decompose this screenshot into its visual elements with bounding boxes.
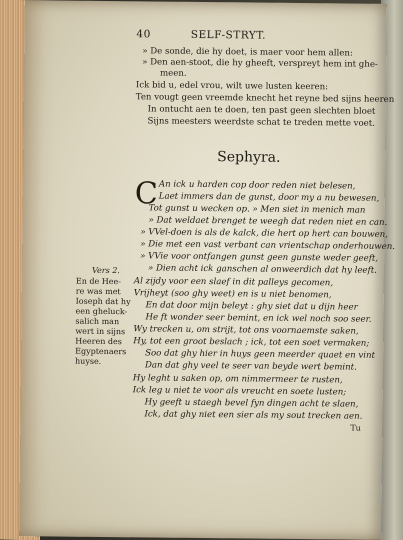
verse-line: Tot gunst u wecken op. » Men siet in menich man — [148, 203, 366, 216]
margin-note-line: een gheluck- — [75, 306, 128, 317]
margin-note-label: Vers 2. — [91, 265, 120, 276]
verse-line: En dat door mijn beleyt : ghy siet dat u dijn heer — [145, 300, 358, 313]
running-header — [136, 29, 266, 40]
verse-line: Dan dat ghy veel te seer van beyde wert bemint. — [144, 360, 357, 373]
drop-cap: C — [134, 176, 158, 212]
page-number: 40 — [136, 28, 151, 41]
margin-note-line: salich man — [75, 316, 120, 327]
verse-line: Wy trecken u, om strijt, tot ons voornaemste saken, — [133, 324, 359, 337]
margin-note-line: En de Hee- — [75, 276, 122, 287]
verse-line: He ft wonder seer bemint, en ick wel noch soo seer. — [145, 312, 372, 325]
verse-line: Hy, tot een groot beslach ; ick, tot een soet vermaken; — [133, 336, 370, 349]
section-title: Sephyra. — [217, 149, 281, 166]
verse-line: Soo dat ghy hier in huys geen meerder quaet en vint — [145, 348, 376, 361]
margin-note-line: huyse. — [74, 356, 102, 366]
margin-note-line: Heeren des — [75, 336, 122, 347]
verse-line: » VVie voor ontfangen gunst geen gunste weder geeft, — [140, 251, 379, 264]
verse-line: » Dat weldaet brenget te weegh dat reden niet en can. — [148, 215, 388, 228]
verse-line: Laet immers dan de gunst, door my a nu bewesen, — [158, 191, 380, 204]
verse-line: Vrijheyt (soo ghy weet) en is u niet benomen, — [133, 288, 332, 301]
margin-note-line: wert in sijns — [75, 326, 126, 337]
page-text — [19, 0, 396, 540]
catchword: Tu — [350, 423, 361, 433]
text-line: » Den aen-stoot, die hy gheeft, verspreyt hem int ghe- — [142, 57, 378, 70]
verse-line: Ick, dat ghy niet een sier als my sout trecken aen. — [144, 409, 363, 422]
verse-line: » Die met een vast verbant can vrientschap onderhouwen. — [140, 239, 396, 253]
running-head-title: SELF-STRYT. — [190, 28, 267, 42]
text-line: meen. — [160, 68, 187, 79]
text-line: In ontucht aen te doen, ten past geen slechten bloet — [147, 104, 376, 117]
margin-note-line: re was met — [75, 286, 121, 297]
text-line: Ten vougt geen vreemde knecht het reyne bed sijns heeren — [135, 92, 395, 105]
text-line: » De sonde, die hy doet, is maer voor hem allen: — [142, 46, 353, 59]
verse-line: An ick u harden cop door reden niet belesen, — [158, 179, 356, 192]
verse-line: Al zijdy voor een slaef in dit palleys gecomen, — [133, 276, 334, 289]
book-page — [19, 0, 396, 540]
margin-note-line: Egyptenaers — [75, 346, 127, 357]
text-line: Sijns meesters weerdste schat te treden mette voet. — [147, 116, 376, 129]
verse-line: Hy geeft u staegh bevel fyn dingen acht te slaen, — [144, 397, 359, 410]
text-line: Ick bid u, edel vrou, wilt uwe lusten keeren: — [135, 80, 329, 93]
verse-line: » VVel-doen is als de kalck, die hert op hert can bouwen, — [140, 227, 389, 240]
verse-line: Hy leght u saken op, om nimmermeer te rusten, — [132, 373, 343, 386]
margin-note-line: Ioseph dat hy — [75, 296, 131, 307]
verse-line: » Dien acht ick ganschen al onweerdich dat hy leeft. — [147, 263, 377, 276]
verse-line: Ick leg u niet te voor als vreucht en soete lusten; — [132, 385, 347, 398]
